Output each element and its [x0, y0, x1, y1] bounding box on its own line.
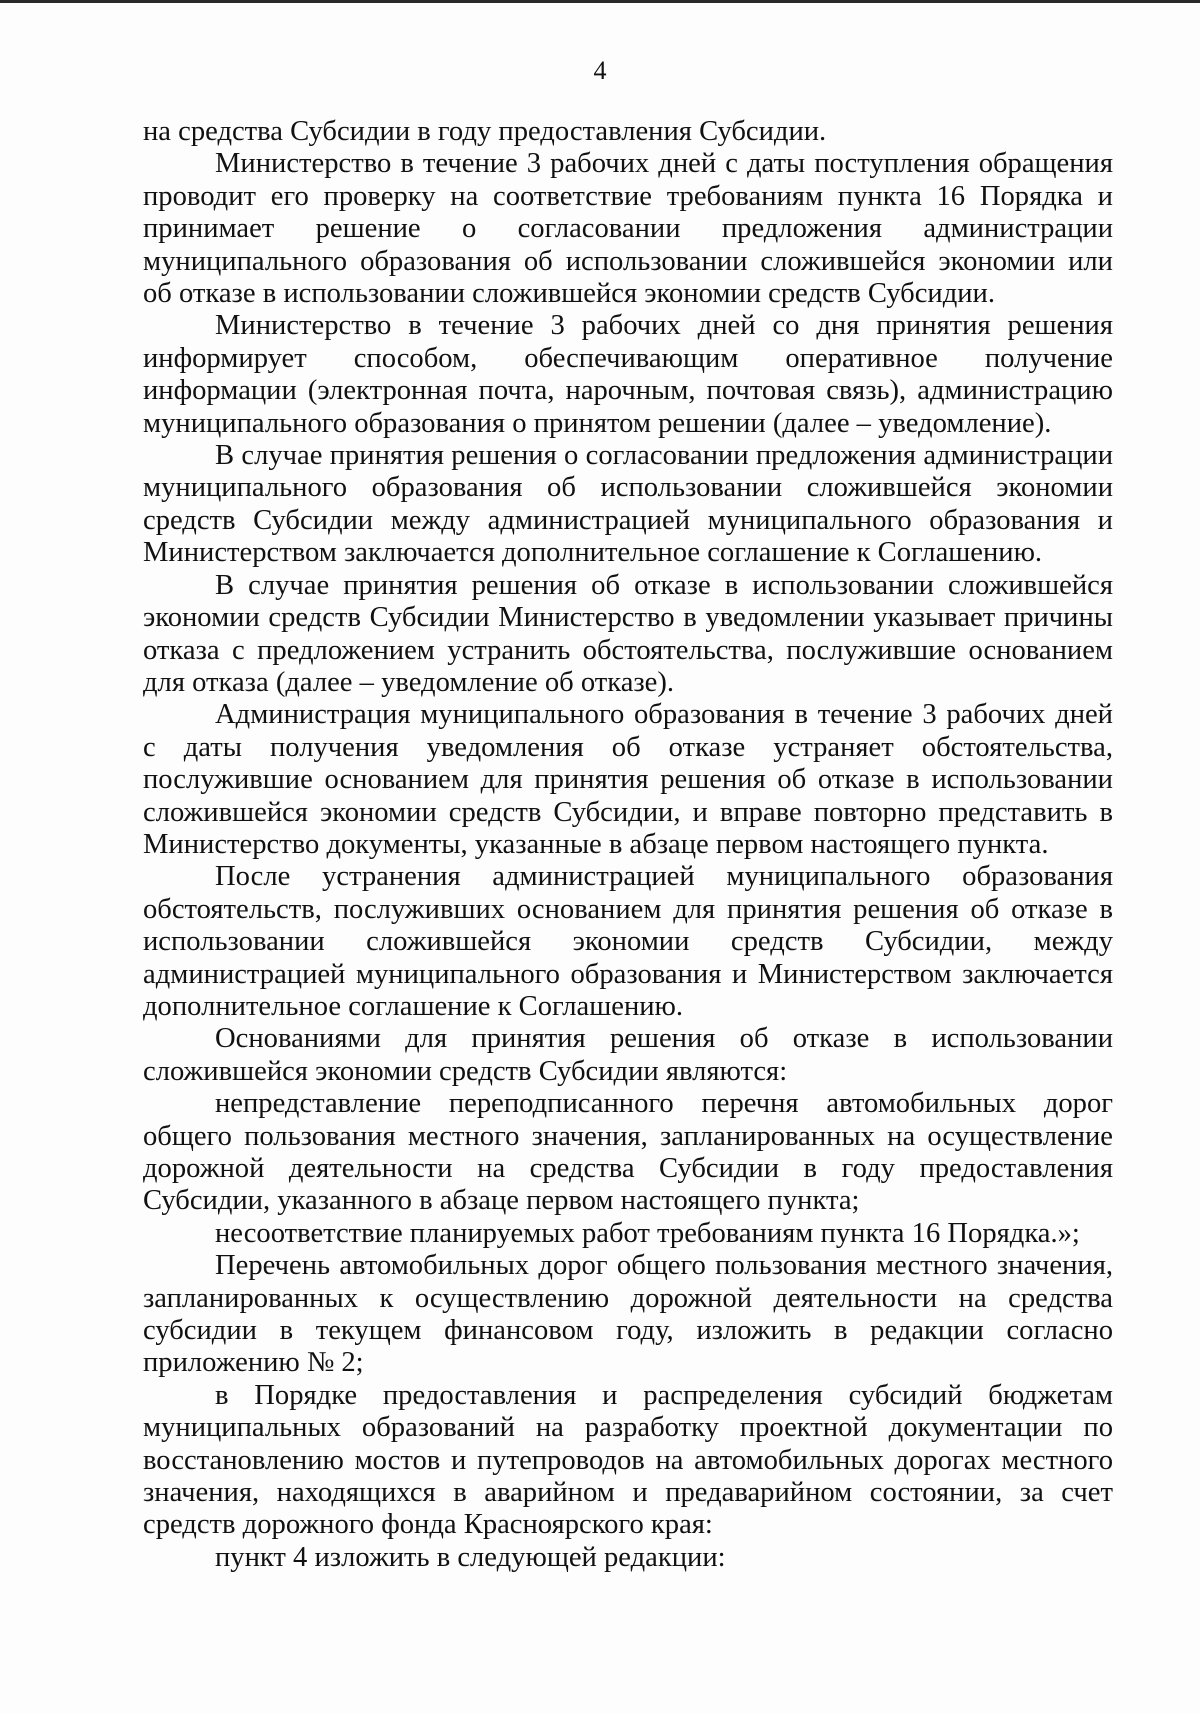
list-item: непредставление переподписанного перечня автомобильных дорог общего пользования местного значения, запланированных на осуществление дорожной деятельности на средства Субсидии в году предоставления Субсидии, указанного в абзаце первом настоящего пункта; — [143, 1088, 1113, 1217]
page-number: 4 — [593, 56, 607, 85]
paragraph: Министерство в течение 3 рабочих дней с даты поступления обращения проводит его проверку на соответствие требованиям пункта 16 Порядка и принимает решение о согласовании предложения администрации муниципального образования об использовании сложившейся экономии или об отказе в использовании сложившейся экономии средств Субсидии. — [143, 148, 1113, 310]
paragraph: Администрация муниципального образования в течение 3 рабочих дней с даты получения уведомления об отказе устраняет обстоятельства, послужившие основанием для принятия решения об отказе в использовании сложившейся экономии средств Субсидии, и вправе повторно представить в Министерство документы, указанные в абзаце первом настоящего пункта. — [143, 699, 1113, 860]
document-body — [143, 116, 1113, 1574]
paragraph: В случае принятия решения о согласовании предложения администрации муниципального образования об использовании сложившейся экономии средств Субсидии между администрацией муниципального образования и Министерством заключается дополнительное соглашение к Соглашению. — [143, 440, 1113, 569]
paragraph: Министерство в течение 3 рабочих дней со дня принятия решения информирует способом, обеспечивающим оперативное получение информации (электронная почта, нарочным, почтовая связь), администрацию муниципального образования о принятом решении (далее – уведомление). — [143, 310, 1113, 439]
paragraph: В случае принятия решения об отказе в использовании сложившейся экономии средств Субсидии Министерство в уведомлении указывает причины отказа с предложением устранить обстоятельства, послужившие основанием для отказа (далее – уведомление об отказе). — [143, 569, 1113, 698]
paragraph-continuation: на средства Субсидии в году предоставления Субсидии. — [143, 116, 827, 147]
paragraph: Основаниями для принятия решения об отказе в использовании сложившейся экономии средств Субсидии являются: — [143, 1023, 1113, 1087]
paragraph: пункт 4 изложить в следующей редакции: — [215, 1541, 726, 1573]
paragraph: в Порядке предоставления и распределения субсидий бюджетам муниципальных образований на разработку проектной документации по восстановлению мостов и путепроводов на автомобильных дорогах местного значения, находящихся в аварийном и предаварийном состоянии, за счет средств дорожного фонда Красноярского края: — [143, 1379, 1113, 1541]
paragraph: После устранения администрацией муниципального образования обстоятельств, послуживших основанием для принятия решения об отказе в использовании сложившейся экономии средств Субсидии, между администрацией муниципального образования и Министерством заключается дополнительное соглашение к Соглашению. — [143, 861, 1113, 1022]
paragraph: Перечень автомобильных дорог общего пользования местного значения, запланированных к осуществлению дорожной деятельности на средства субсидии в текущем финансовом году, изложить в редакции согласно приложению № 2; — [143, 1250, 1113, 1379]
list-item: несоответствие планируемых работ требованиям пункта 16 Порядка.»; — [215, 1217, 1080, 1249]
